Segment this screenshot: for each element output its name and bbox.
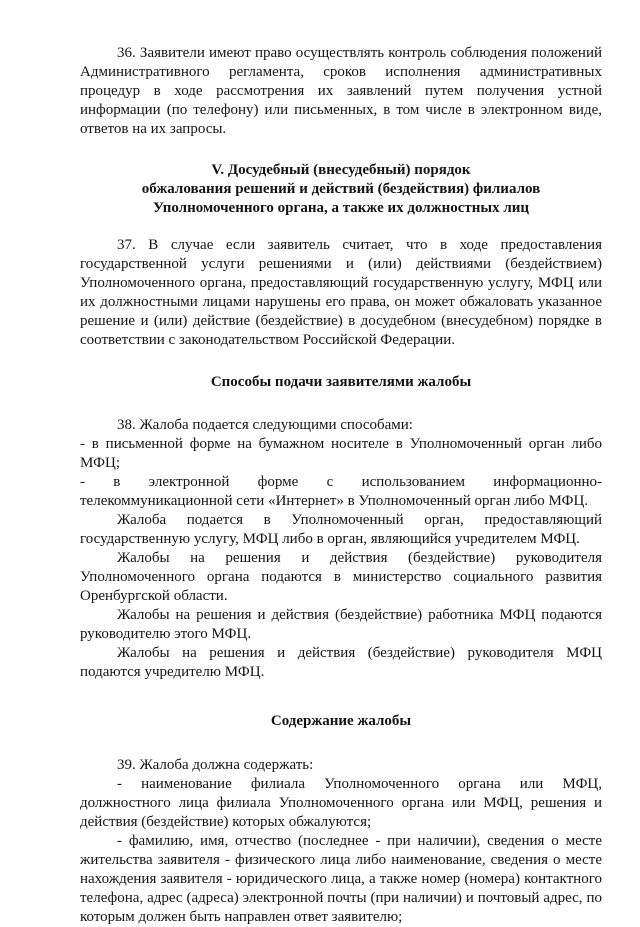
- paragraph-38-head-complaints: Жалобы на решения и действия (бездействие) руководителя Уполномоченного органа подаются в министерство социального развития Оренбургской области.: [80, 550, 602, 604]
- paragraph-38-mfc-worker: Жалобы на решения и действия (бездействие) работника МФЦ подаются руководителю этого МФЦ.: [80, 607, 602, 642]
- paragraph-38: 38. Жалоба подается следующими способами:: [117, 417, 413, 433]
- section-v-title-line-2: обжалования решений и действий (бездействия) филиалов: [141, 181, 541, 197]
- heading-complaint-methods: Способы подачи заявителями жалобы: [210, 374, 472, 390]
- list-item-applicant-details: - фамилию, имя, отчество (последнее - при наличии), сведения о месте жительства заявителя - физического лица либо наименование, сведения о месте нахождения заявителя - юридического лица, а также номер (номера) контактного телефона, адрес (адреса) электронной почты (при наличии) и почтовый адрес, по которым должен быть направлен ответ заявителю;: [80, 833, 602, 925]
- list-item-written-form: - в письменной форме на бумажном носителе в Уполномоченный орган либо МФЦ;: [80, 436, 602, 471]
- list-item-name-of-body: - наименование филиала Уполномоченного органа или МФЦ, должностного лица филиала Уполномоченного органа или МФЦ, решения и действия (бездействие) которых обжалуются;: [80, 776, 602, 830]
- paragraph-38-mfc-head: Жалобы на решения и действия (бездействие) руководителя МФЦ подаются учредителю МФЦ.: [80, 645, 602, 680]
- paragraph-38-submission: Жалоба подается в Уполномоченный орган, предоставляющий государственную услугу, МФЦ либо в орган, являющийся учредителем МФЦ.: [80, 512, 602, 547]
- section-v-title: [80, 161, 602, 218]
- paragraph-39: 39. Жалоба должна содержать:: [117, 757, 314, 773]
- paragraph-37: 37. В случае если заявитель считает, что в ходе предоставления государственной услуги решениями и (или) действиями (бездействием) Уполномоченного органа, предоставляющий государственную услугу, МФЦ или их должностными лицами нарушены его права, он может обжаловать указанное решение и (или) действие (бездействие) в досудебном (внесудебном) порядке в соответствии с законодательством Российской Федерации.: [80, 237, 602, 348]
- section-v-title-line-3: Уполномоченного органа, а также их должностных лиц: [152, 200, 530, 216]
- section-v-title-line-1: V. Досудебный (внесудебный) порядок: [211, 162, 471, 178]
- heading-complaint-content: Содержание жалобы: [270, 713, 412, 729]
- document-page: [80, 44, 602, 927]
- paragraph-36: 36. Заявители имеют право осуществлять контроль соблюдения положений Административного регламента, сроков исполнения административных процедур в ходе рассмотрения их заявлений путем получения устной информации (по телефону) или письменных, в том числе в электронном виде, ответов на их запросы.: [80, 45, 602, 137]
- list-item-electronic-form: - в электронной форме с использованием информационно-телекоммуникационной сети «Интернет» в Уполномоченный орган либо МФЦ.: [80, 474, 602, 509]
